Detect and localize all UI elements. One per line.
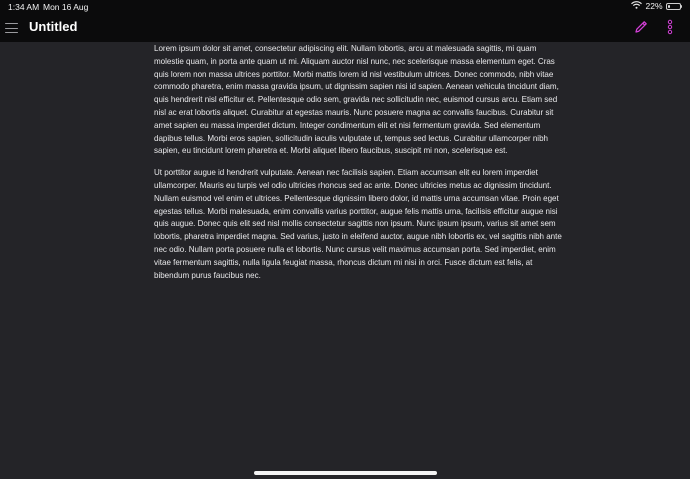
menu-button[interactable]: [5, 20, 19, 34]
status-time: 1:34 AM: [8, 2, 40, 12]
edit-button[interactable]: [633, 19, 649, 35]
status-date: Mon 16 Aug: [43, 2, 89, 12]
battery-icon: [666, 3, 683, 10]
paragraph[interactable]: Lorem ipsum dolor sit amet, consectetur adipiscing elit. Nullam lobortis, arcu at malesuada sagittis, mi quam molestie quam, in porta ante quam ut mi. Aliquam auctor nisl nunc, nec scelerisque massa elementum eget. Cras quis lorem non massa ultrices porttitor. Morbi mattis lorem id nisl vestibulum ultrices. Donec commodo, nibh vitae commodo pharetra, enim massa gravida ipsum, ut dignissim sapien nisi id sapien. Aenean vehicula tincidunt diam, quis hendrerit nisl efficitur et. Pellentesque odio sem, gravida nec sollicitudin nec, euismod cursus arcu. Etiam sed nisl ac erat lobortis aliquet. Curabitur at egestas mauris. Nunc posuere magna ac convallis faucibus. Curabitur sit amet sapien eu massa imperdiet dictum. Integer condimentum elit et nisi fermentum gravida. Sed elementum dapibus tellus. Morbi eros sapien, sollicitudin iaculis vulputate ut, tempus sed lectus. Curabitur ullamcorper nibh sapien, eu tincidunt lorem pharetra et. Morbi aliquet libero faucibus, suscipit mi non, scelerisque est.: [154, 44, 559, 156]
pencil-icon: [633, 19, 649, 35]
navigation-bar: [0, 14, 690, 42]
paragraph[interactable]: Ut porttitor augue id hendrerit vulputate. Aenean nec facilisis sapien. Etiam accumsan elit eu lorem imperdiet ullamcorper. Mauris eu turpis vel odio ultricies rhoncus sed ac ante. Donec ultricies metus ac dignissim tincidunt. Nullam euismod vel enim et ultrices. Pellentesque dignissim libero dolor, id mattis urna accumsan vitae. Proin eget egestas tellus. Morbi malesuada, enim convallis varius porttitor, augue felis mattis urna, facilisis efficitur augue nisi quis augue. Donec quis elit sed nisl mollis consectetur sagittis non ipsum. Nunc ipsum ipsum, varius sit amet sem lobortis, pharetra imperdiet magna. Sed varius, justo in eleifend auctor, augue nibh lobortis ex, vel sagittis nibh ante nec odio. Nullam porta posuere nulla et lobortis. Nunc cursus velit maximus accumsan porta. Sed imperdiet, enim vitae fermentum sagittis, nulla ligula feugiat massa, rhoncus dictum mi nisi in orci. Fusce dictum est felis, at bibendum purus faucibus nec.: [154, 168, 562, 280]
vertical-dots-icon: [663, 19, 677, 35]
battery-percent: 22%: [645, 1, 663, 11]
status-bar: [0, 0, 690, 14]
document-title[interactable]: Untitled: [29, 19, 78, 34]
wifi-icon: [631, 1, 642, 11]
document-body[interactable]: [154, 43, 564, 291]
status-indicators: [631, 1, 682, 11]
more-options-button[interactable]: [663, 19, 677, 35]
home-indicator[interactable]: [254, 471, 437, 475]
battery-fill: [668, 5, 670, 8]
